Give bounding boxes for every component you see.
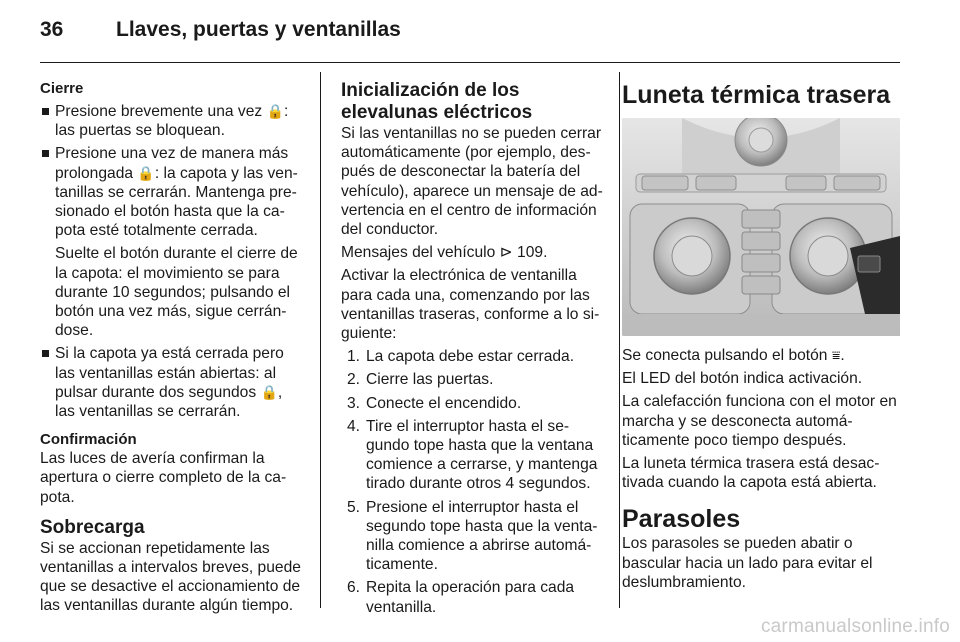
cierre-list-2 <box>40 344 306 421</box>
step-item: 6. Repita la operación para cada ventanilla. <box>347 579 575 616</box>
section-title-parasoles: Parasoles <box>622 505 741 534</box>
page-title: Llaves, puertas y ventanillas <box>116 18 401 41</box>
cierre-item-2: Presione una vez de manera más prolongada 🔒: la capota y las ventanillas se cerrarán. Mantenga presionado el botón hasta que la capota esté totalmente cerrada. <box>40 144 306 240</box>
cierre-item-2-continuation: Suelte el botón durante el cierre de la capota: el movimiento se para durante 10 segundos; pulsando el botón una vez más, sigue cerrándose. <box>55 245 298 340</box>
section-title-inicializacion: Inicialización de los elevalunas eléctricos <box>341 80 533 123</box>
column-divider-2 <box>619 72 620 608</box>
inicializacion-intro: Si las ventanillas no se pueden cerrar automáticamente (por ejemplo, después de desconectar la batería del vehículo), aparece un mensaje de advertencia en el centro de información del conductor. <box>341 125 603 239</box>
column-1 <box>40 80 306 616</box>
page-header <box>40 18 401 48</box>
sobrecarga-text: Si se accionan repetidamente las ventanillas a intervalos breves, puede que se desactive el accionamiento de las ventanillas durante algún tiempo. <box>40 539 301 615</box>
luneta-p3: La calefacción funciona con el motor en marcha y se desconecta automáticamente poco tiempo después. <box>622 393 897 449</box>
page-number: 36 <box>40 18 64 41</box>
confirmacion-text: Las luces de avería confirman la apertura o cierre completo de la capota. <box>40 450 287 506</box>
rear-window-heat-icon: ⩸ <box>831 347 841 363</box>
column-2 <box>341 80 603 617</box>
page-ref-arrow-icon: ⊳ <box>499 244 513 262</box>
section-title-luneta: Luneta térmica trasera <box>622 81 891 109</box>
climate-control-panel-photo <box>622 118 900 336</box>
lock-key-icon: 🔒 <box>266 103 284 119</box>
step-item: 3. Conecte el encendido. <box>347 394 522 412</box>
mensajes-reference: Mensajes del vehículo ⊳ 109. <box>341 244 548 262</box>
luneta-p4: La luneta térmica trasera está desactivada cuando la capota está abierta. <box>622 455 880 492</box>
cierre-list <box>40 102 306 240</box>
cierre-item-3: Si la capota ya está cerrada pero las ventanillas están abiertas: al pulsar durante dos segundos 🔒, las ventanillas se cerrarán. <box>40 344 306 421</box>
step-item: 5. Presione el interruptor hasta el segundo tope hasta que la ventanilla comience a abrirse automáticamente. <box>347 498 598 574</box>
cierre-item-1: Presione brevemente una vez 🔒: las puertas se bloquean. <box>40 102 306 140</box>
luneta-p1: Se conecta pulsando el botón ⩸. <box>622 347 845 364</box>
step-item: 4. Tire el interruptor hasta el segundo tope hasta que la ventana comience a cerrarse, y mantenga tirado durante otros 4 segundos. <box>347 417 598 493</box>
section-title-cierre: Cierre <box>40 80 84 97</box>
section-title-sobrecarga: Sobrecarga <box>40 516 145 538</box>
column-divider-1 <box>320 72 321 608</box>
parasoles-text: Los parasoles se pueden abatir o bascular hacia un lado para evitar el deslumbramiento. <box>622 535 873 591</box>
step-item: 2. Cierre las puertas. <box>347 371 494 389</box>
watermark: carmanualsonline.info <box>760 616 950 637</box>
steps-list <box>341 347 603 617</box>
luneta-p2: El LED del botón indica activación. <box>622 370 863 388</box>
section-title-confirmacion: Confirmación <box>40 431 137 449</box>
lock-key-icon: 🔒 <box>137 164 155 181</box>
lock-key-icon: 🔒 <box>260 383 278 400</box>
step-item: 1. La capota debe estar cerrada. <box>347 348 575 366</box>
activar-text: Activar la electrónica de ventanilla para cada una, comenzando por las ventanillas traseras, conforme a lo siguiente: <box>341 267 600 343</box>
column-3 <box>622 80 910 592</box>
header-divider <box>40 62 900 63</box>
